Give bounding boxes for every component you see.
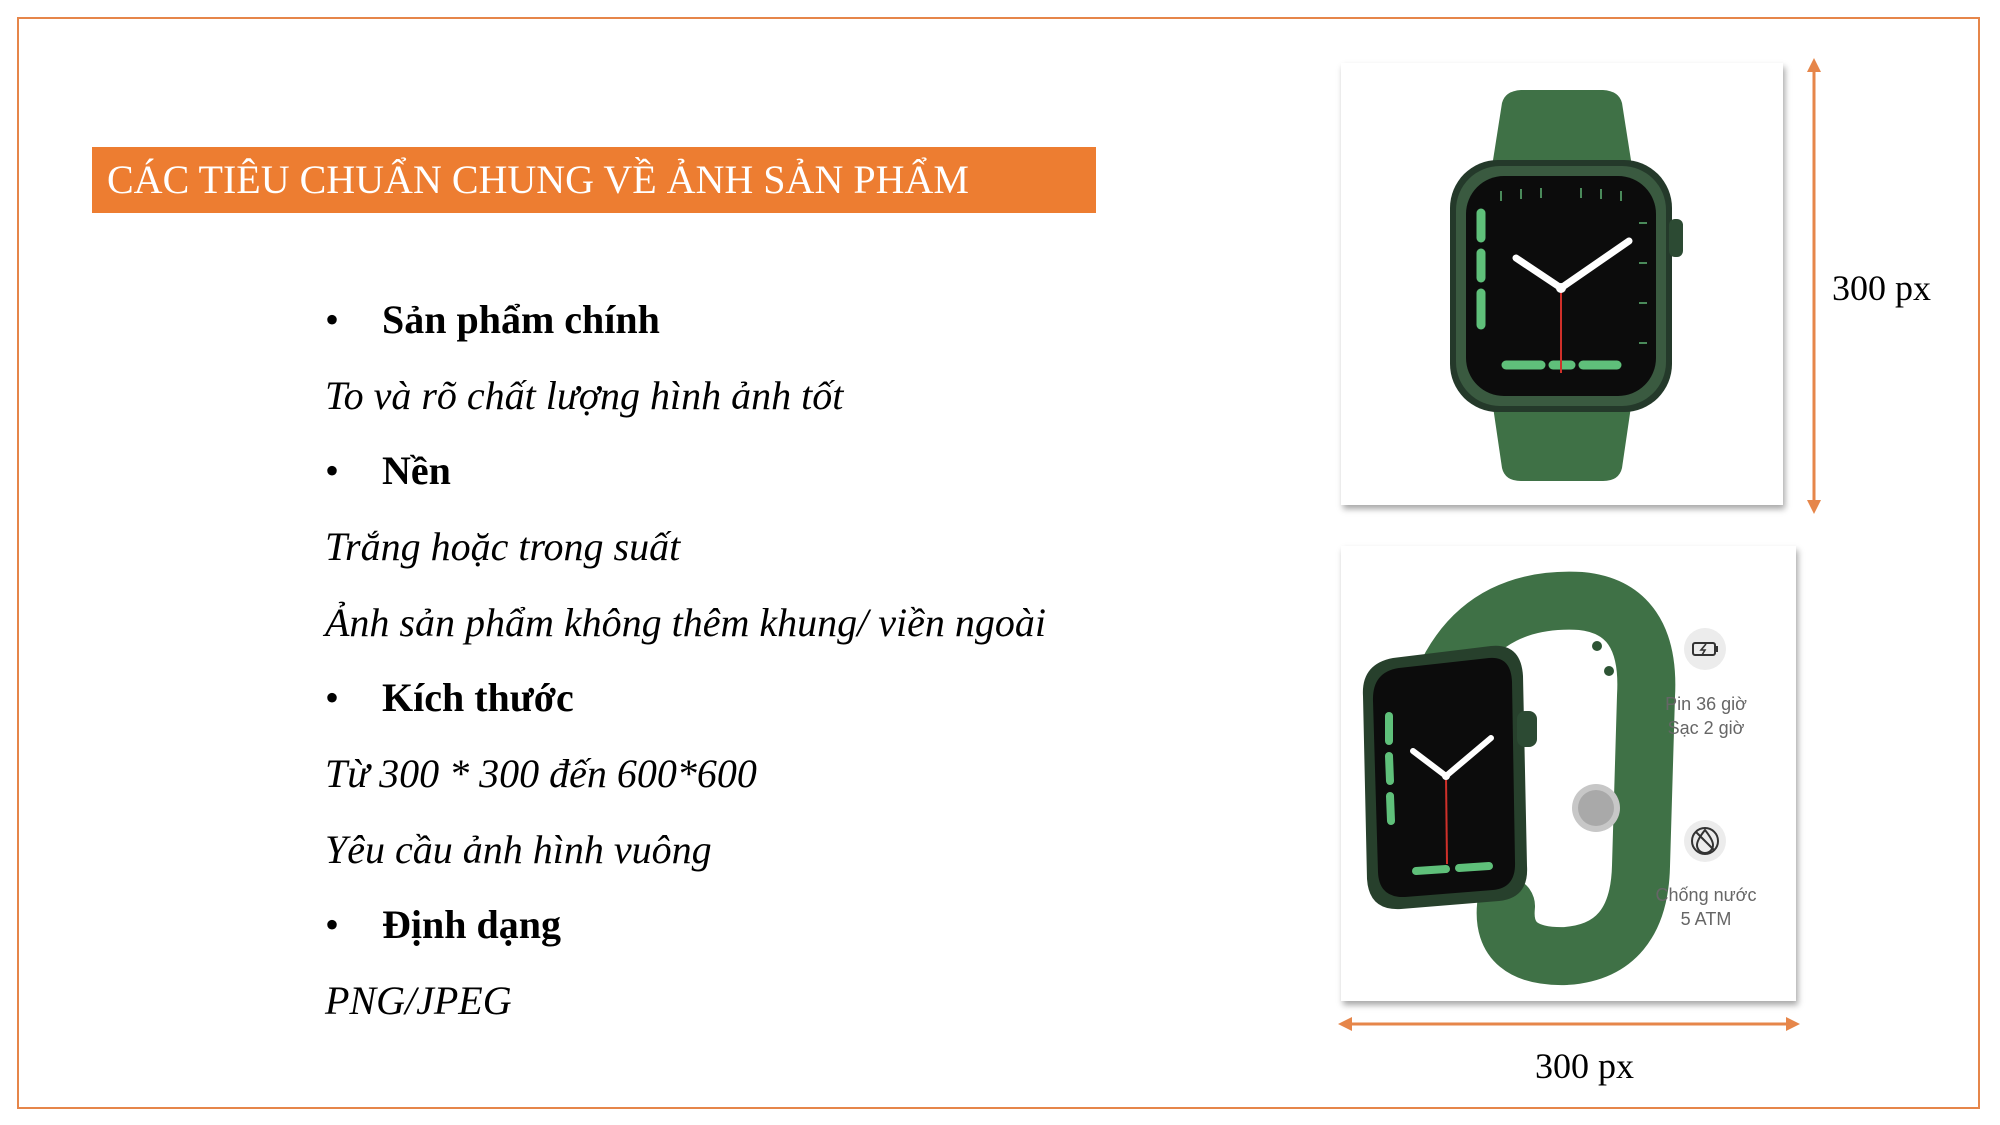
section-heading-size: • Kích thước	[325, 675, 574, 720]
slide-title: CÁC TIÊU CHUẨN CHUNG VỀ ẢNH SẢN PHẨM	[92, 147, 1096, 213]
section-line: Ảnh sản phẩm không thêm khung/ viền ngoài	[325, 600, 1046, 645]
bullet-icon: •	[325, 297, 340, 342]
section-line: To và rõ chất lượng hình ảnh tốt	[325, 373, 844, 418]
water-feature-text: Chống nước 5 ATM	[1655, 885, 1757, 929]
section-heading-format: • Định dạng	[325, 902, 561, 947]
section-line: Trắng hoặc trong suất	[325, 524, 681, 569]
bullet-icon: •	[325, 675, 340, 720]
width-dimension-arrow	[1338, 1012, 1800, 1036]
water-resistance-icon	[1684, 820, 1726, 862]
product-image-side	[1341, 546, 1796, 1001]
section-heading-background: • Nền	[325, 448, 451, 493]
section-heading-main-product: • Sản phẩm chính	[325, 297, 660, 342]
watch-front-illustration	[1341, 63, 1783, 505]
section-line: PNG/JPEG	[325, 978, 512, 1023]
watch-side-illustration	[1341, 546, 1796, 1001]
section-line: Từ 300 * 300 đến 600*600	[325, 751, 757, 796]
width-dimension-label: 300 px	[1535, 1046, 1634, 1086]
height-dimension-label: 300 px	[1832, 268, 1931, 308]
bullet-icon: •	[325, 448, 340, 493]
battery-icon	[1684, 628, 1726, 670]
product-image-front	[1341, 63, 1783, 505]
bullet-icon: •	[325, 902, 340, 947]
height-dimension-arrow	[1802, 58, 1826, 514]
section-line: Yêu cầu ảnh hình vuông	[325, 827, 712, 872]
battery-feature-text: Pin 36 giờ Sạc 2 giờ	[1665, 694, 1747, 738]
